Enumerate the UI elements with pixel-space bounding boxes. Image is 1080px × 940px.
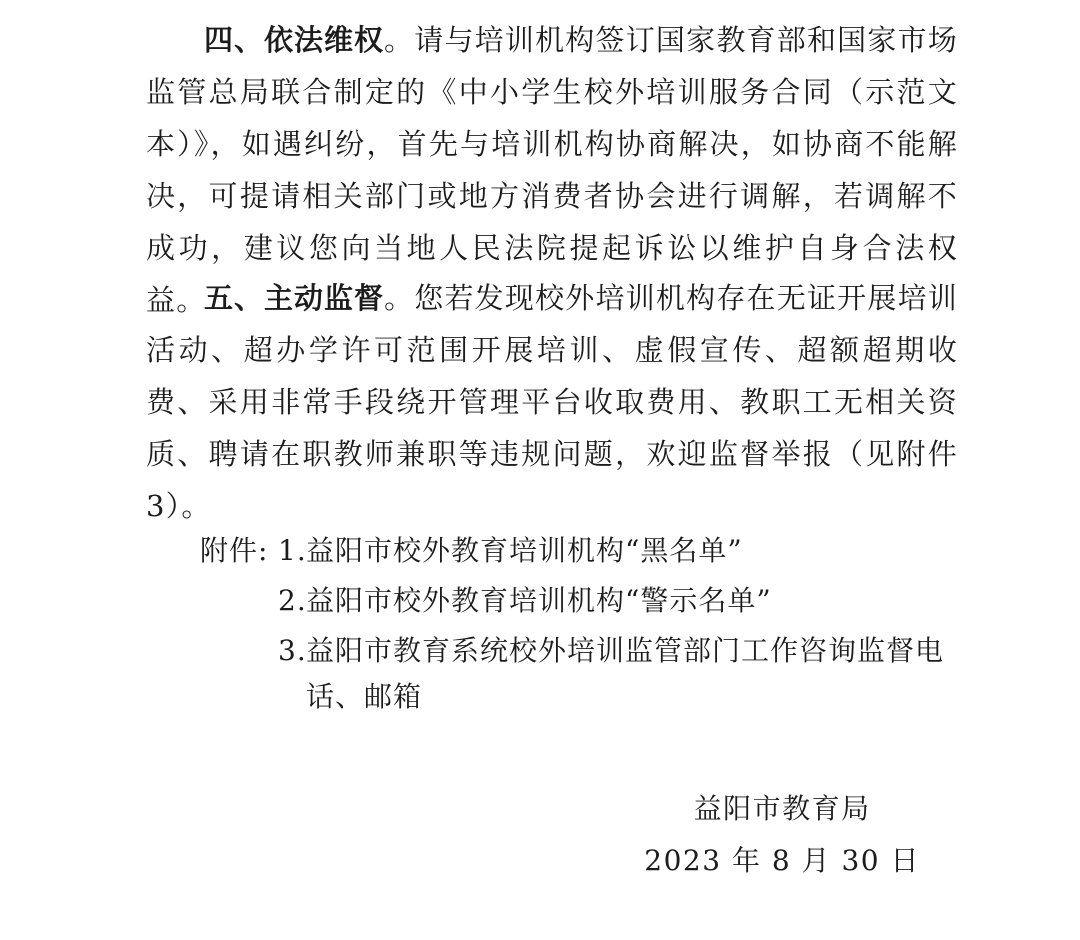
- issuing-organization: 益阳市教育局: [693, 792, 871, 825]
- section-5-body: 。您若发现校外培训机构存在无证开展培训活动、超办学许可范围开展培训、虚假宣传、超额超期收费、采用非常手段绕开管理平台收取费用、教职工无相关资质、聘请在职教师兼职等违规问题，欢迎监督举报（见附件 3）。: [146, 281, 958, 523]
- attachments-list: [200, 528, 960, 724]
- signature-block: [644, 783, 920, 887]
- attachment-title: 益阳市校外教育培训机构“警示名单”: [306, 584, 772, 617]
- attachment-title: 益阳市校外教育培训机构“黑名单”: [306, 534, 743, 567]
- section-4-heading: 四、依法维权: [204, 23, 385, 57]
- attachment-item: [200, 578, 960, 624]
- attachment-number: 1.: [278, 534, 307, 567]
- attachment-title: 益阳市教育系统校外培训监管部门工作咨询监督电话、邮箱: [306, 634, 945, 713]
- section-5-heading: 五、主动监督: [204, 281, 385, 315]
- section-5-paragraph: [146, 272, 958, 532]
- section-4-body: 。请与培训机构签订国家教育部和国家市场监管总局联合制定的《中小学生校外培训服务合同（示范文本）》，如遇纠纷，首先与培训机构协商解决，如协商不能解决，可提请相关部门或地方消费者协会进行调解，若调解不成功，建议您向当地人民法院提起诉讼以维护自身合法权益。: [146, 23, 958, 317]
- issue-date: 2023 年 8 月 30 日: [644, 844, 920, 877]
- attachment-item: [200, 528, 960, 574]
- attachment-number: 3.: [278, 634, 307, 667]
- attachments-label: 附件:: [200, 534, 269, 567]
- attachment-item: [200, 628, 960, 720]
- attachment-number: 2.: [278, 584, 307, 617]
